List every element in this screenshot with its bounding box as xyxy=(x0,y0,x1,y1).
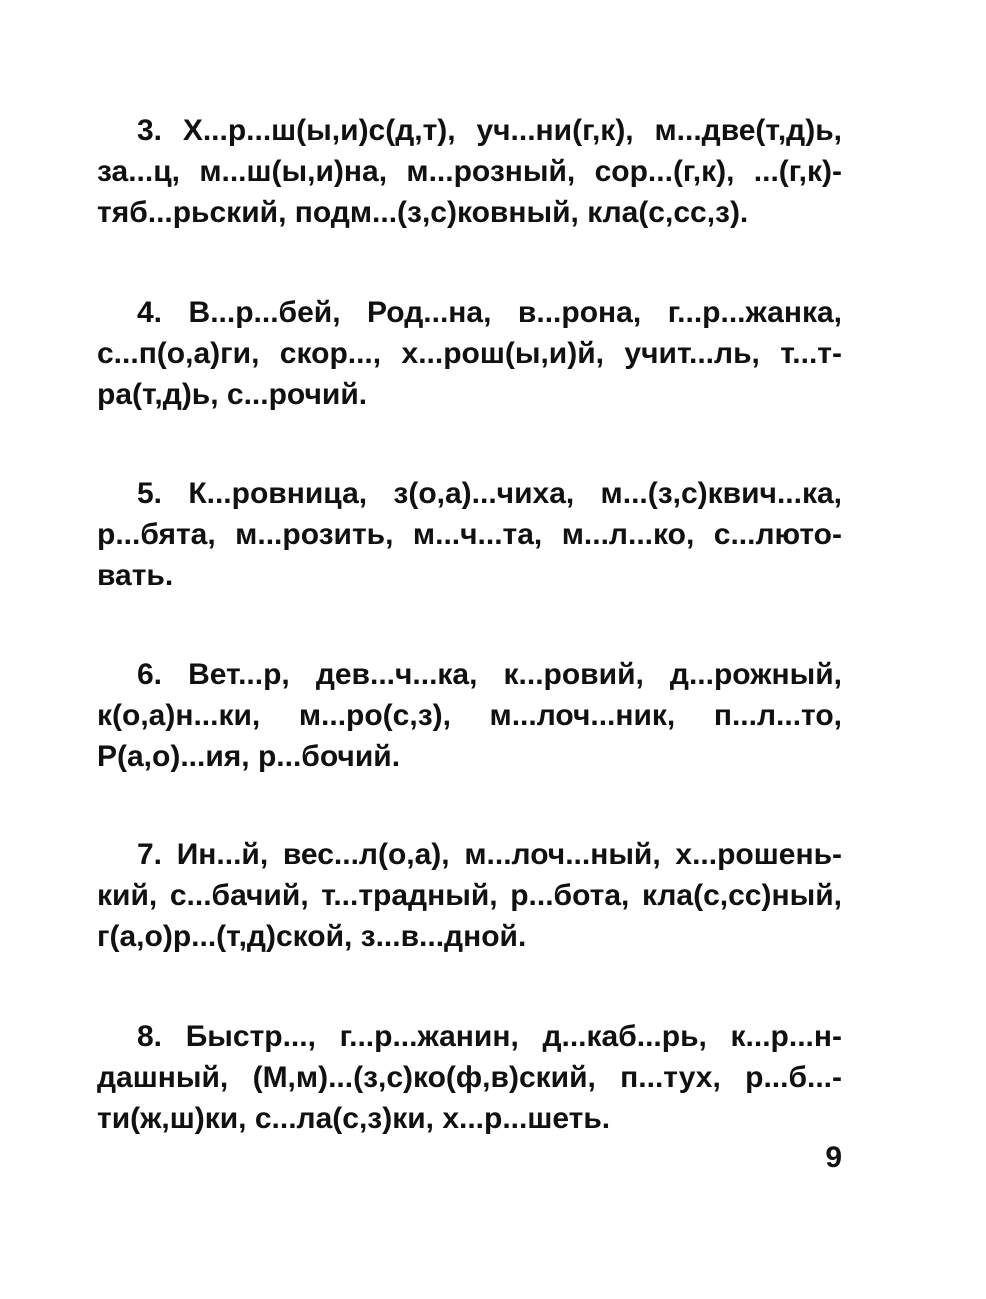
exercise-6 xyxy=(97,654,842,777)
exercise-line: р...бята, м...розить, м...ч...та, м...л...ко, с...люто- xyxy=(97,518,842,551)
exercise-7 xyxy=(97,834,842,957)
exercise-line: 6. Вет...р, дев...ч...ка, к...ровий, д...рожный, xyxy=(137,658,842,691)
exercise-5 xyxy=(97,473,842,596)
exercise-line: ра(т,д)ь, с...рочий. xyxy=(97,378,368,411)
exercise-line: тяб...рьский, подм...(з,с)ковный, кла(с,сс,з). xyxy=(97,196,749,229)
exercise-line: вать. xyxy=(97,559,174,592)
exercise-line: к(о,а)н...ки, м...ро(с,з), м...лоч...ник, п...л...то, xyxy=(97,699,842,732)
exercise-line: дашный, (М,м)...(з,с)ко(ф,в)ский, п...тух, р...б...- xyxy=(97,1061,842,1094)
exercise-line: 7. Ин...й, вес...л(о,а), м...лоч...ный, х...рошень- xyxy=(137,838,842,871)
exercise-line: 5. К...ровница, з(о,а)...чиха, м...(з,с)квич...ка, xyxy=(137,477,842,510)
exercise-line: с...п(о,а)ги, скор..., х...рош(ы,и)й, учит...ль, т...т- xyxy=(97,337,842,370)
exercise-line: г(а,о)р...(т,д)ской, з...в...дной. xyxy=(97,920,527,953)
exercise-4 xyxy=(97,292,842,415)
exercise-line: Р(а,о)...ия, р...бочий. xyxy=(97,740,401,773)
exercise-line: за...ц, м...ш(ы,и)на, м...розный, сор...(г,к), ...(г,к)- xyxy=(97,155,842,188)
page-number: 9 xyxy=(825,1141,842,1174)
exercise-line: ти(ж,ш)ки, с...ла(с,з)ки, х...р...шеть. xyxy=(97,1102,611,1135)
exercise-line: 3. Х...р...ш(ы,и)с(д,т), уч...ни(г,к), м...две(т,д)ь, xyxy=(137,114,842,147)
exercise-line: 8. Быстр..., г...р...жанин, д...каб...рь, к...р...н- xyxy=(137,1020,842,1053)
exercise-8 xyxy=(97,1016,842,1139)
exercise-line: кий, с...бачий, т...традный, р...бота, кла(с,сс)ный, xyxy=(97,879,842,912)
exercise-3 xyxy=(97,110,842,233)
exercise-line: 4. В...р...бей, Род...на, в...рона, г...р...жанка, xyxy=(137,296,842,329)
